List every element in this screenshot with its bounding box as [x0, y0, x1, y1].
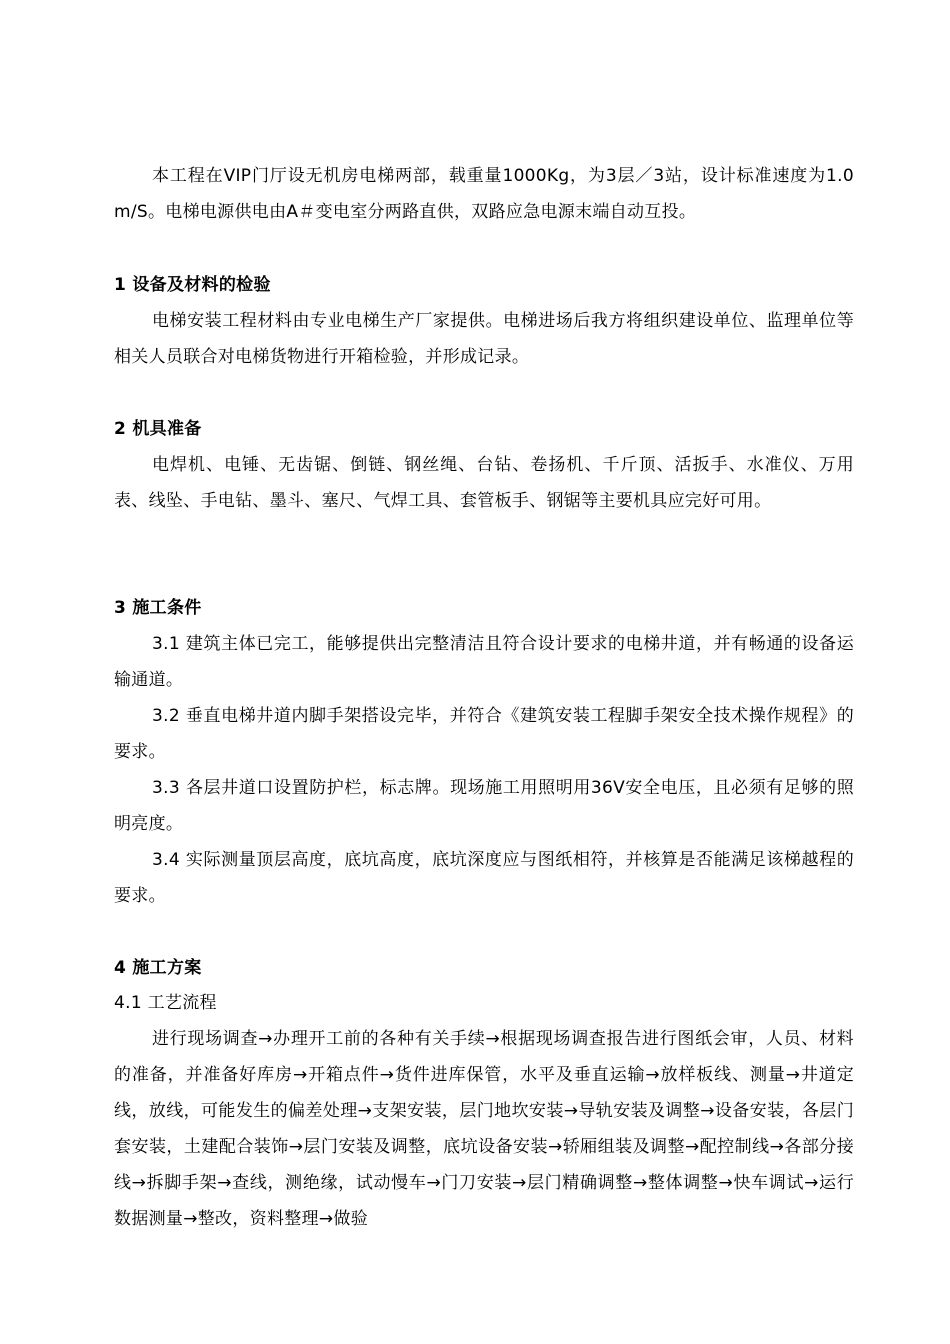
section-1-heading: 1 设备及材料的检验	[114, 275, 271, 295]
section-3-item-3: 3.3 各层井道口设置防护栏，标志牌。现场施工用照明用36V安全电压，且必须有足够的照明亮度。	[114, 778, 854, 834]
section-4-1-body: 进行现场调查→办理开工前的各种有关手续→根据现场调查报告进行图纸会审，人员、材料的准备，并准备好库房→开箱点件→货件进库保管，水平及垂直运输→放样板线、测量→井道定线，放线，可能发生的偏差处理→支架安装，层门地坎安装→导轨安装及调整→设备安装，各层门套安装，土建配合装饰→层门安装及调整，底坑设备安装→轿厢组装及调整→配控制线→各部分接线→拆脚手架→查线，测绝缘，试动慢车→门刀安装→层门精确调整→整体调整→快车调试→运行数据测量→整改，资料整理→做验	[114, 1029, 854, 1229]
section-4-heading: 4 施工方案	[114, 958, 202, 978]
section-2-body: 电焊机、电锤、无齿锯、倒链、钢丝绳、台钻、卷扬机、千斤顶、活扳手、水准仪、万用表、线坠、手电钻、墨斗、塞尺、气焊工具、套管板手、钢锯等主要机具应完好可用。	[114, 455, 854, 511]
section-3-item-1: 3.1 建筑主体已完工，能够提供出完整清洁且符合设计要求的电梯井道，并有畅通的设备运输通道。	[114, 634, 854, 690]
section-3-item-2: 3.2 垂直电梯井道内脚手架搭设完毕，并符合《建筑安装工程脚手架安全技术操作规程》的要求。	[114, 706, 854, 762]
section-3-item-4: 3.4 实际测量顶层高度，底坑高度，底坑深度应与图纸相符，并核算是否能满足该梯越程的要求。	[114, 850, 854, 906]
intro-paragraph: 本工程在VIP门厅设无机房电梯两部，载重量1000Kg，为3层／3站，设计标准速度为1.0m/S。电梯电源供电由A＃变电室分两路直供，双路应急电源末端自动互投。	[114, 166, 854, 222]
section-3-heading: 3 施工条件	[114, 598, 202, 618]
section-2-heading: 2 机具准备	[114, 419, 202, 439]
section-4-1-heading: 4.1 工艺流程	[114, 993, 217, 1013]
section-1-body: 电梯安装工程材料由专业电梯生产厂家提供。电梯进场后我方将组织建设单位、监理单位等相关人员联合对电梯货物进行开箱检验，并形成记录。	[114, 311, 854, 367]
